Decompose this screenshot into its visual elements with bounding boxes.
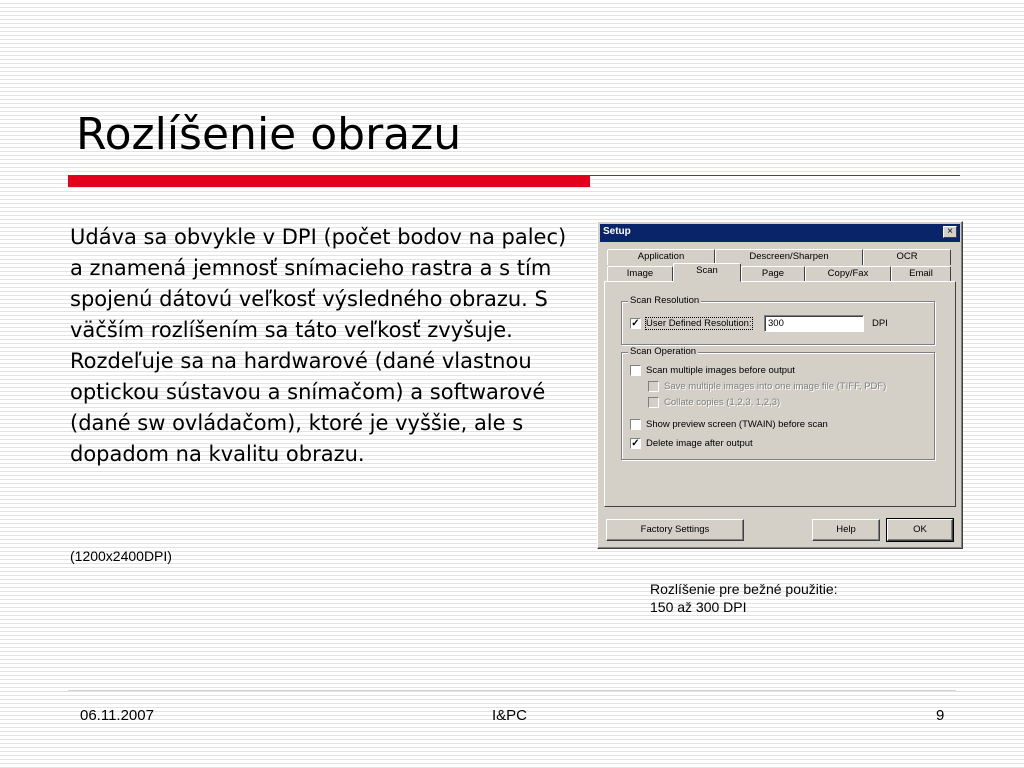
title-underline-thin bbox=[590, 175, 960, 176]
resolution-input[interactable]: 300 bbox=[764, 315, 864, 332]
tab-application[interactable]: Application bbox=[607, 249, 715, 265]
show-preview-checkbox[interactable] bbox=[630, 419, 641, 430]
slide-title: Rozlíšenie obrazu bbox=[76, 109, 462, 160]
save-multiple-checkbox bbox=[648, 381, 659, 392]
user-defined-resolution-checkbox[interactable]: ✓ bbox=[631, 318, 640, 329]
collate-checkbox bbox=[648, 397, 659, 408]
delete-after-output-checkbox[interactable]: ✓ bbox=[631, 438, 640, 449]
caption-line-2: 150 až 300 DPI bbox=[650, 599, 747, 615]
dialog-titlebar bbox=[600, 224, 960, 242]
body-text: Udáva sa obvykle v DPI (počet bodov na palec) a znamená jemnosť snímacieho rastra a s tím spojenú dátovú veľkosť výsledného obrazu. S väčším rozlíšením sa táto veľkosť zvyšuje. Rozdeľuje sa na hardwarové (dané vlastnou optickou sústavou a snímačom) a softwarové (dané sw ovládačom), ktoré je vyššie, ale s dopadom na kvalitu obrazu. bbox=[70, 225, 567, 466]
tab-email[interactable]: Email bbox=[891, 266, 951, 282]
resolution-note: (1200x2400DPI) bbox=[70, 548, 172, 564]
footer-divider bbox=[68, 690, 956, 691]
show-preview-label: Show preview screen (TWAIN) before scan bbox=[646, 419, 828, 430]
caption-line-1: Rozlíšenie pre bežné použitie: bbox=[650, 581, 838, 597]
footer-date: 06.11.2007 bbox=[80, 707, 154, 724]
footer-page-number: 9 bbox=[936, 707, 945, 724]
tab-page[interactable]: Page bbox=[741, 266, 805, 282]
user-defined-resolution-label: User Defined Resolution: bbox=[646, 318, 752, 329]
save-multiple-label: Save multiple images into one image file (TIFF, PDF) bbox=[664, 381, 887, 392]
scan-operation-group bbox=[621, 346, 935, 460]
image-caption bbox=[650, 580, 838, 616]
tab-copy-fax[interactable]: Copy/Fax bbox=[805, 266, 891, 282]
footer-center: I&PC bbox=[492, 707, 528, 724]
scan-multiple-checkbox[interactable] bbox=[630, 365, 641, 376]
tab-image[interactable]: Image bbox=[607, 266, 673, 282]
help-button[interactable]: Help bbox=[812, 519, 880, 541]
tab-descreen-sharpen[interactable]: Descreen/Sharpen bbox=[715, 249, 863, 265]
scan-tab-panel bbox=[604, 281, 956, 507]
close-icon[interactable]: × bbox=[943, 226, 957, 238]
scan-resolution-group bbox=[621, 295, 935, 345]
scan-operation-legend: Scan Operation bbox=[630, 346, 697, 357]
factory-settings-button[interactable]: Factory Settings bbox=[606, 519, 744, 541]
collate-label: Collate copies (1,2,3, 1,2,3) bbox=[664, 397, 781, 408]
delete-after-output-label: Delete image after output bbox=[646, 438, 753, 449]
setup-dialog bbox=[597, 221, 963, 549]
ok-button[interactable]: OK bbox=[887, 519, 953, 541]
resolution-unit: DPI bbox=[872, 318, 888, 329]
scan-resolution-legend: Scan Resolution bbox=[630, 295, 700, 306]
tab-ocr[interactable]: OCR bbox=[863, 249, 951, 265]
title-underline-accent bbox=[68, 175, 590, 187]
dialog-title: Setup bbox=[603, 226, 631, 237]
scan-multiple-label: Scan multiple images before output bbox=[646, 365, 795, 376]
tab-scan[interactable]: Scan bbox=[673, 263, 741, 282]
